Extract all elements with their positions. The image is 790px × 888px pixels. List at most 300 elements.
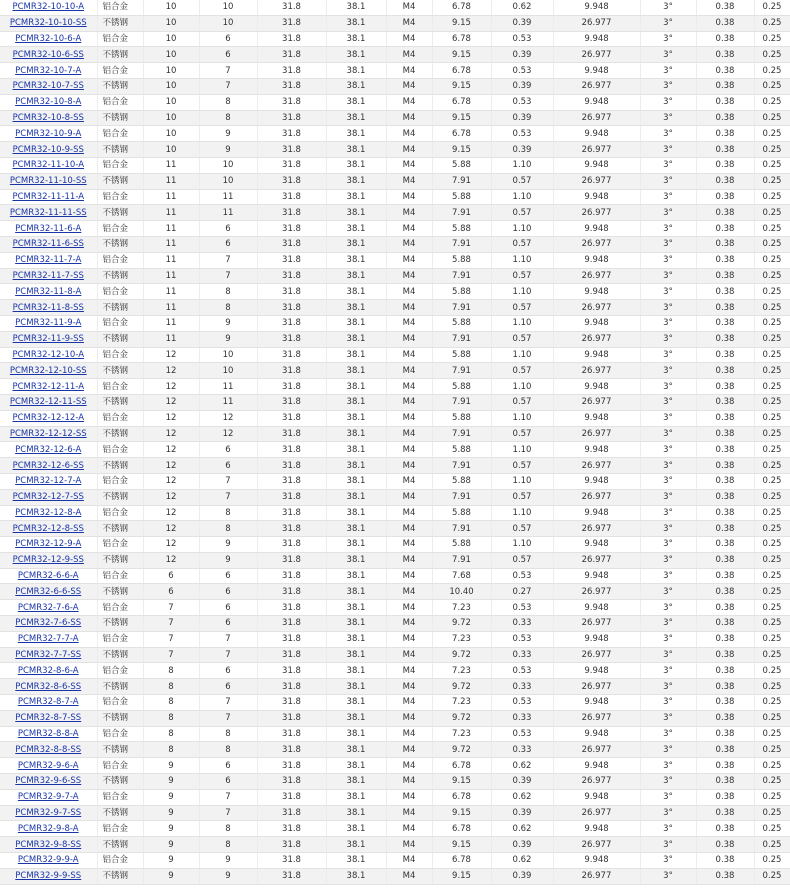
part-number-cell xyxy=(0,647,97,663)
torque-cell: 9.15 xyxy=(432,868,491,884)
part-number-cell xyxy=(0,426,97,442)
part-number-link[interactable]: PCMR32-6-6-SS xyxy=(15,586,82,597)
outer-diameter-cell: 31.8 xyxy=(257,331,326,347)
axial-motion-cell: 0.25 xyxy=(754,600,790,616)
part-number-link[interactable]: PCMR32-8-6-SS xyxy=(15,681,82,692)
inertia-cell: 0.62 xyxy=(491,758,553,774)
material-cell: 不锈钢 xyxy=(97,679,143,695)
torque-cell: 6.78 xyxy=(432,821,491,837)
material-cell: 不锈钢 xyxy=(97,710,143,726)
screw-size-cell: M4 xyxy=(386,15,432,31)
screw-size-cell: M4 xyxy=(386,473,432,489)
stiffness-cell: 9.948 xyxy=(553,663,640,679)
outer-diameter-cell: 31.8 xyxy=(257,94,326,110)
parallel-misalignment-cell: 0.38 xyxy=(696,552,754,568)
screw-size-cell: M4 xyxy=(386,710,432,726)
part-number-link[interactable]: PCMR32-9-8-A xyxy=(17,823,79,834)
torque-cell: 5.88 xyxy=(432,410,491,426)
part-number-link[interactable]: PCMR32-11-8-A xyxy=(15,286,82,297)
part-number-cell xyxy=(0,679,97,695)
screw-size-cell: M4 xyxy=(386,774,432,790)
screw-size-cell: M4 xyxy=(386,189,432,205)
angular-misalignment-cell: 3° xyxy=(640,537,696,553)
axial-motion-cell: 0.25 xyxy=(754,853,790,869)
part-number-cell xyxy=(0,363,97,379)
part-number-link[interactable]: PCMR32-12-11-A xyxy=(12,381,85,392)
torque-cell: 6.78 xyxy=(432,94,491,110)
part-number-link[interactable]: PCMR32-10-10-A xyxy=(12,2,85,13)
outer-diameter-cell: 31.8 xyxy=(257,268,326,284)
outer-diameter-cell: 31.8 xyxy=(257,853,326,869)
bore-size-cell: 11 xyxy=(143,331,199,347)
inertia-cell: 0.53 xyxy=(491,94,553,110)
axial-motion-cell: 0.25 xyxy=(754,710,790,726)
stiffness-cell: 26.977 xyxy=(553,458,640,474)
stiffness-cell: 26.977 xyxy=(553,394,640,410)
parallel-misalignment-cell: 0.38 xyxy=(696,379,754,395)
material-cell: 铝合金 xyxy=(97,315,143,331)
inertia-cell: 1.10 xyxy=(491,189,553,205)
stiffness-cell: 9.948 xyxy=(553,94,640,110)
material-cell: 不锈钢 xyxy=(97,521,143,537)
axial-motion-cell: 0.25 xyxy=(754,774,790,790)
angular-misalignment-cell: 3° xyxy=(640,789,696,805)
angular-misalignment-cell: 3° xyxy=(640,189,696,205)
screw-size-cell: M4 xyxy=(386,853,432,869)
part-number-link[interactable]: PCMR32-8-8-SS xyxy=(15,744,82,755)
material-cell: 不锈钢 xyxy=(97,868,143,884)
bore-size-cell: 7 xyxy=(143,631,199,647)
bore-size-cell: 11 xyxy=(143,157,199,173)
part-number-link[interactable]: PCMR32-7-7-A xyxy=(17,634,79,645)
axial-motion-cell: 0.25 xyxy=(754,758,790,774)
inertia-cell: 0.33 xyxy=(491,710,553,726)
angular-misalignment-cell: 3° xyxy=(640,173,696,189)
part-number-link[interactable]: PCMR32-12-8-SS xyxy=(12,523,84,534)
part-number-link[interactable]: PCMR32-10-6-A xyxy=(15,33,82,44)
angular-misalignment-cell: 3° xyxy=(640,205,696,221)
material-cell: 铝合金 xyxy=(97,821,143,837)
stiffness-cell: 9.948 xyxy=(553,600,640,616)
part-number-cell xyxy=(0,78,97,94)
bore-size-cell: 11 xyxy=(143,221,199,237)
part-number-link[interactable]: PCMR32-7-7-SS xyxy=(15,650,82,661)
inertia-cell: 0.57 xyxy=(491,363,553,379)
length-cell: 38.1 xyxy=(326,742,386,758)
torque-cell: 9.15 xyxy=(432,805,491,821)
material-cell: 不锈钢 xyxy=(97,552,143,568)
axial-motion-cell: 0.25 xyxy=(754,173,790,189)
bore-size-cell: 11 xyxy=(143,300,199,316)
outer-diameter-cell: 31.8 xyxy=(257,221,326,237)
axial-motion-cell: 0.25 xyxy=(754,663,790,679)
part-number-cell xyxy=(0,315,97,331)
angular-misalignment-cell: 3° xyxy=(640,94,696,110)
inertia-cell: 1.10 xyxy=(491,221,553,237)
material-cell: 铝合金 xyxy=(97,537,143,553)
inertia-cell: 0.53 xyxy=(491,695,553,711)
part-number-link[interactable]: PCMR32-11-9-SS xyxy=(12,334,84,345)
axial-motion-cell: 0.25 xyxy=(754,647,790,663)
parallel-misalignment-cell: 0.38 xyxy=(696,410,754,426)
table-row xyxy=(0,442,790,458)
bore-size-cell: 12 xyxy=(143,410,199,426)
stiffness-cell: 26.977 xyxy=(553,710,640,726)
parallel-misalignment-cell: 0.38 xyxy=(696,726,754,742)
part-number-link[interactable]: PCMR32-9-8-SS xyxy=(15,839,82,850)
part-number-link[interactable]: PCMR32-11-7-A xyxy=(15,255,82,266)
inertia-cell: 0.57 xyxy=(491,173,553,189)
angular-misalignment-cell: 3° xyxy=(640,489,696,505)
part-number-link[interactable]: PCMR32-11-7-SS xyxy=(12,270,84,281)
inertia-cell: 1.10 xyxy=(491,410,553,426)
stiffness-cell: 26.977 xyxy=(553,47,640,63)
parallel-misalignment-cell: 0.38 xyxy=(696,442,754,458)
part-number-link[interactable]: PCMR32-12-7-A xyxy=(15,476,82,487)
torque-cell: 6.78 xyxy=(432,63,491,79)
angular-misalignment-cell: 3° xyxy=(640,647,696,663)
angular-misalignment-cell: 3° xyxy=(640,31,696,47)
part-number-link[interactable]: PCMR32-10-9-SS xyxy=(12,144,84,155)
angular-misalignment-cell: 3° xyxy=(640,331,696,347)
part-number-link[interactable]: PCMR32-9-7-A xyxy=(17,792,79,803)
part-number-link[interactable]: PCMR32-11-11-SS xyxy=(9,207,87,218)
outer-diameter-cell: 31.8 xyxy=(257,458,326,474)
bore-size-2-cell: 10 xyxy=(199,363,257,379)
bore-size-cell: 11 xyxy=(143,252,199,268)
axial-motion-cell: 0.25 xyxy=(754,347,790,363)
bore-size-cell: 11 xyxy=(143,268,199,284)
part-number-link[interactable]: PCMR32-8-8-A xyxy=(17,729,79,740)
bore-size-cell: 11 xyxy=(143,236,199,252)
bore-size-cell: 9 xyxy=(143,853,199,869)
bore-size-2-cell: 6 xyxy=(199,663,257,679)
torque-cell: 9.72 xyxy=(432,742,491,758)
stiffness-cell: 9.948 xyxy=(553,568,640,584)
part-number-link[interactable]: PCMR32-8-7-SS xyxy=(15,713,82,724)
bore-size-2-cell: 6 xyxy=(199,774,257,790)
bore-size-2-cell: 7 xyxy=(199,63,257,79)
part-number-link[interactable]: PCMR32-7-6-SS xyxy=(15,618,82,629)
part-number-cell xyxy=(0,568,97,584)
part-number-link[interactable]: PCMR32-9-6-A xyxy=(17,760,79,771)
material-cell: 不锈钢 xyxy=(97,47,143,63)
angular-misalignment-cell: 3° xyxy=(640,15,696,31)
outer-diameter-cell: 31.8 xyxy=(257,537,326,553)
material-cell: 铝合金 xyxy=(97,631,143,647)
angular-misalignment-cell: 3° xyxy=(640,837,696,853)
inertia-cell: 0.33 xyxy=(491,742,553,758)
length-cell: 38.1 xyxy=(326,157,386,173)
torque-cell: 7.23 xyxy=(432,663,491,679)
length-cell: 38.1 xyxy=(326,315,386,331)
bore-size-2-cell: 6 xyxy=(199,47,257,63)
bore-size-cell: 11 xyxy=(143,315,199,331)
part-number-link[interactable]: PCMR32-10-7-SS xyxy=(12,81,84,92)
stiffness-cell: 9.948 xyxy=(553,695,640,711)
screw-size-cell: M4 xyxy=(386,837,432,853)
material-cell: 不锈钢 xyxy=(97,647,143,663)
angular-misalignment-cell: 3° xyxy=(640,853,696,869)
bore-size-2-cell: 7 xyxy=(199,710,257,726)
torque-cell: 6.78 xyxy=(432,758,491,774)
torque-cell: 7.91 xyxy=(432,394,491,410)
part-number-cell xyxy=(0,442,97,458)
table-row xyxy=(0,537,790,553)
stiffness-cell: 26.977 xyxy=(553,78,640,94)
angular-misalignment-cell: 3° xyxy=(640,552,696,568)
screw-size-cell: M4 xyxy=(386,552,432,568)
part-number-link[interactable]: PCMR32-9-9-SS xyxy=(15,871,82,882)
part-number-link[interactable]: PCMR32-12-6-A xyxy=(15,444,82,455)
bore-size-2-cell: 9 xyxy=(199,552,257,568)
part-number-link[interactable]: PCMR32-12-9-SS xyxy=(12,555,84,566)
bore-size-2-cell: 12 xyxy=(199,410,257,426)
bore-size-cell: 11 xyxy=(143,205,199,221)
inertia-cell: 1.10 xyxy=(491,157,553,173)
stiffness-cell: 26.977 xyxy=(553,647,640,663)
part-number-link[interactable]: PCMR32-11-10-A xyxy=(12,160,85,171)
axial-motion-cell: 0.25 xyxy=(754,489,790,505)
parallel-misalignment-cell: 0.38 xyxy=(696,15,754,31)
outer-diameter-cell: 31.8 xyxy=(257,726,326,742)
part-number-link[interactable]: PCMR32-11-9-A xyxy=(15,318,82,329)
bore-size-2-cell: 6 xyxy=(199,600,257,616)
part-number-link[interactable]: PCMR32-10-9-A xyxy=(15,128,82,139)
part-number-link[interactable]: PCMR32-9-7-SS xyxy=(15,808,82,819)
axial-motion-cell: 0.25 xyxy=(754,537,790,553)
torque-cell: 5.88 xyxy=(432,537,491,553)
parallel-misalignment-cell: 0.38 xyxy=(696,331,754,347)
length-cell: 38.1 xyxy=(326,521,386,537)
length-cell: 38.1 xyxy=(326,379,386,395)
part-number-link[interactable]: PCMR32-11-6-A xyxy=(15,223,82,234)
outer-diameter-cell: 31.8 xyxy=(257,663,326,679)
part-number-cell xyxy=(0,31,97,47)
stiffness-cell: 26.977 xyxy=(553,521,640,537)
parallel-misalignment-cell: 0.38 xyxy=(696,616,754,632)
part-number-cell xyxy=(0,189,97,205)
torque-cell: 9.15 xyxy=(432,142,491,158)
part-number-cell xyxy=(0,252,97,268)
stiffness-cell: 9.948 xyxy=(553,473,640,489)
bore-size-2-cell: 10 xyxy=(199,15,257,31)
part-number-link[interactable]: PCMR32-8-6-A xyxy=(17,665,79,676)
outer-diameter-cell: 31.8 xyxy=(257,47,326,63)
length-cell: 38.1 xyxy=(326,31,386,47)
parallel-misalignment-cell: 0.38 xyxy=(696,789,754,805)
table-row xyxy=(0,505,790,521)
part-number-link[interactable]: PCMR32-10-6-SS xyxy=(12,49,84,60)
stiffness-cell: 26.977 xyxy=(553,584,640,600)
part-number-link[interactable]: PCMR32-12-9-A xyxy=(15,539,82,550)
part-number-link[interactable]: PCMR32-12-12-A xyxy=(12,413,85,424)
part-number-link[interactable]: PCMR32-12-12-SS xyxy=(9,428,87,439)
part-number-link[interactable]: PCMR32-12-11-SS xyxy=(9,397,87,408)
table-row xyxy=(0,15,790,31)
bore-size-2-cell: 6 xyxy=(199,442,257,458)
length-cell: 38.1 xyxy=(326,410,386,426)
torque-cell: 10.40 xyxy=(432,584,491,600)
length-cell: 38.1 xyxy=(326,853,386,869)
torque-cell: 5.88 xyxy=(432,252,491,268)
part-number-link[interactable]: PCMR32-10-8-SS xyxy=(12,112,84,123)
axial-motion-cell: 0.25 xyxy=(754,331,790,347)
material-cell: 铝合金 xyxy=(97,695,143,711)
stiffness-cell: 9.948 xyxy=(553,726,640,742)
material-cell: 不锈钢 xyxy=(97,331,143,347)
part-number-link[interactable]: PCMR32-10-7-A xyxy=(15,65,82,76)
part-number-link[interactable]: PCMR32-12-10-A xyxy=(12,349,85,360)
axial-motion-cell: 0.25 xyxy=(754,252,790,268)
parallel-misalignment-cell: 0.38 xyxy=(696,189,754,205)
inertia-cell: 0.57 xyxy=(491,394,553,410)
angular-misalignment-cell: 3° xyxy=(640,600,696,616)
inertia-cell: 0.33 xyxy=(491,616,553,632)
table-row xyxy=(0,236,790,252)
inertia-cell: 0.62 xyxy=(491,789,553,805)
part-number-link[interactable]: PCMR32-9-9-A xyxy=(17,855,79,866)
part-number-link[interactable]: PCMR32-12-6-SS xyxy=(12,460,84,471)
torque-cell: 9.72 xyxy=(432,616,491,632)
material-cell: 不锈钢 xyxy=(97,205,143,221)
bore-size-cell: 12 xyxy=(143,473,199,489)
part-number-link[interactable]: PCMR32-7-6-A xyxy=(17,602,79,613)
outer-diameter-cell: 31.8 xyxy=(257,315,326,331)
part-number-link[interactable]: PCMR32-10-8-A xyxy=(15,97,82,108)
parallel-misalignment-cell: 0.38 xyxy=(696,568,754,584)
part-number-cell xyxy=(0,600,97,616)
material-cell: 铝合金 xyxy=(97,379,143,395)
axial-motion-cell: 0.25 xyxy=(754,868,790,884)
torque-cell: 7.91 xyxy=(432,426,491,442)
length-cell: 38.1 xyxy=(326,221,386,237)
screw-size-cell: M4 xyxy=(386,584,432,600)
torque-cell: 7.68 xyxy=(432,568,491,584)
table-row xyxy=(0,426,790,442)
table-row xyxy=(0,157,790,173)
bore-size-cell: 6 xyxy=(143,584,199,600)
stiffness-cell: 9.948 xyxy=(553,126,640,142)
torque-cell: 7.91 xyxy=(432,300,491,316)
length-cell: 38.1 xyxy=(326,821,386,837)
bore-size-2-cell: 9 xyxy=(199,868,257,884)
angular-misalignment-cell: 3° xyxy=(640,315,696,331)
outer-diameter-cell: 31.8 xyxy=(257,695,326,711)
bore-size-2-cell: 8 xyxy=(199,505,257,521)
bore-size-2-cell: 9 xyxy=(199,537,257,553)
outer-diameter-cell: 31.8 xyxy=(257,710,326,726)
bore-size-cell: 10 xyxy=(143,31,199,47)
bore-size-2-cell: 8 xyxy=(199,837,257,853)
screw-size-cell: M4 xyxy=(386,331,432,347)
bore-size-2-cell: 7 xyxy=(199,647,257,663)
stiffness-cell: 26.977 xyxy=(553,110,640,126)
table-row xyxy=(0,331,790,347)
axial-motion-cell: 0.25 xyxy=(754,552,790,568)
part-number-link[interactable]: PCMR32-11-11-A xyxy=(12,191,85,202)
inertia-cell: 1.10 xyxy=(491,252,553,268)
parallel-misalignment-cell: 0.38 xyxy=(696,805,754,821)
angular-misalignment-cell: 3° xyxy=(640,47,696,63)
torque-cell: 6.78 xyxy=(432,0,491,15)
part-number-link[interactable]: PCMR32-12-7-SS xyxy=(12,492,84,503)
parallel-misalignment-cell: 0.38 xyxy=(696,394,754,410)
parallel-misalignment-cell: 0.38 xyxy=(696,663,754,679)
axial-motion-cell: 0.25 xyxy=(754,205,790,221)
screw-size-cell: M4 xyxy=(386,268,432,284)
part-number-link[interactable]: PCMR32-8-7-A xyxy=(17,697,79,708)
stiffness-cell: 9.948 xyxy=(553,758,640,774)
parallel-misalignment-cell: 0.38 xyxy=(696,268,754,284)
part-number-link[interactable]: PCMR32-11-10-SS xyxy=(9,176,87,187)
screw-size-cell: M4 xyxy=(386,394,432,410)
part-number-link[interactable]: PCMR32-9-6-SS xyxy=(15,776,82,787)
table-row xyxy=(0,268,790,284)
table-row xyxy=(0,300,790,316)
screw-size-cell: M4 xyxy=(386,442,432,458)
bore-size-2-cell: 6 xyxy=(199,458,257,474)
parallel-misalignment-cell: 0.38 xyxy=(696,758,754,774)
screw-size-cell: M4 xyxy=(386,631,432,647)
part-number-link[interactable]: PCMR32-11-8-SS xyxy=(12,302,84,313)
outer-diameter-cell: 31.8 xyxy=(257,473,326,489)
torque-cell: 9.15 xyxy=(432,78,491,94)
material-cell: 铝合金 xyxy=(97,189,143,205)
bore-size-2-cell: 7 xyxy=(199,473,257,489)
table-row xyxy=(0,710,790,726)
bore-size-2-cell: 6 xyxy=(199,236,257,252)
outer-diameter-cell: 31.8 xyxy=(257,126,326,142)
stiffness-cell: 26.977 xyxy=(553,616,640,632)
axial-motion-cell: 0.25 xyxy=(754,726,790,742)
part-number-link[interactable]: PCMR32-10-10-SS xyxy=(9,18,87,29)
part-number-link[interactable]: PCMR32-12-8-A xyxy=(15,507,82,518)
table-row xyxy=(0,758,790,774)
length-cell: 38.1 xyxy=(326,189,386,205)
part-number-cell xyxy=(0,789,97,805)
angular-misalignment-cell: 3° xyxy=(640,379,696,395)
inertia-cell: 0.39 xyxy=(491,47,553,63)
part-number-cell xyxy=(0,458,97,474)
bore-size-2-cell: 6 xyxy=(199,31,257,47)
inertia-cell: 0.57 xyxy=(491,552,553,568)
inertia-cell: 1.10 xyxy=(491,537,553,553)
outer-diameter-cell: 31.8 xyxy=(257,616,326,632)
material-cell: 铝合金 xyxy=(97,568,143,584)
parallel-misalignment-cell: 0.38 xyxy=(696,473,754,489)
torque-cell: 9.15 xyxy=(432,47,491,63)
angular-misalignment-cell: 3° xyxy=(640,521,696,537)
torque-cell: 7.23 xyxy=(432,631,491,647)
screw-size-cell: M4 xyxy=(386,805,432,821)
length-cell: 38.1 xyxy=(326,252,386,268)
part-number-link[interactable]: PCMR32-6-6-A xyxy=(17,571,79,582)
material-cell: 铝合金 xyxy=(97,505,143,521)
part-number-cell xyxy=(0,552,97,568)
stiffness-cell: 9.948 xyxy=(553,505,640,521)
part-number-link[interactable]: PCMR32-12-10-SS xyxy=(9,365,87,376)
inertia-cell: 0.39 xyxy=(491,15,553,31)
parallel-misalignment-cell: 0.38 xyxy=(696,110,754,126)
part-number-link[interactable]: PCMR32-11-6-SS xyxy=(12,239,84,250)
parallel-misalignment-cell: 0.38 xyxy=(696,31,754,47)
screw-size-cell: M4 xyxy=(386,284,432,300)
bore-size-cell: 12 xyxy=(143,489,199,505)
torque-cell: 9.72 xyxy=(432,710,491,726)
bore-size-2-cell: 11 xyxy=(199,394,257,410)
stiffness-cell: 26.977 xyxy=(553,205,640,221)
